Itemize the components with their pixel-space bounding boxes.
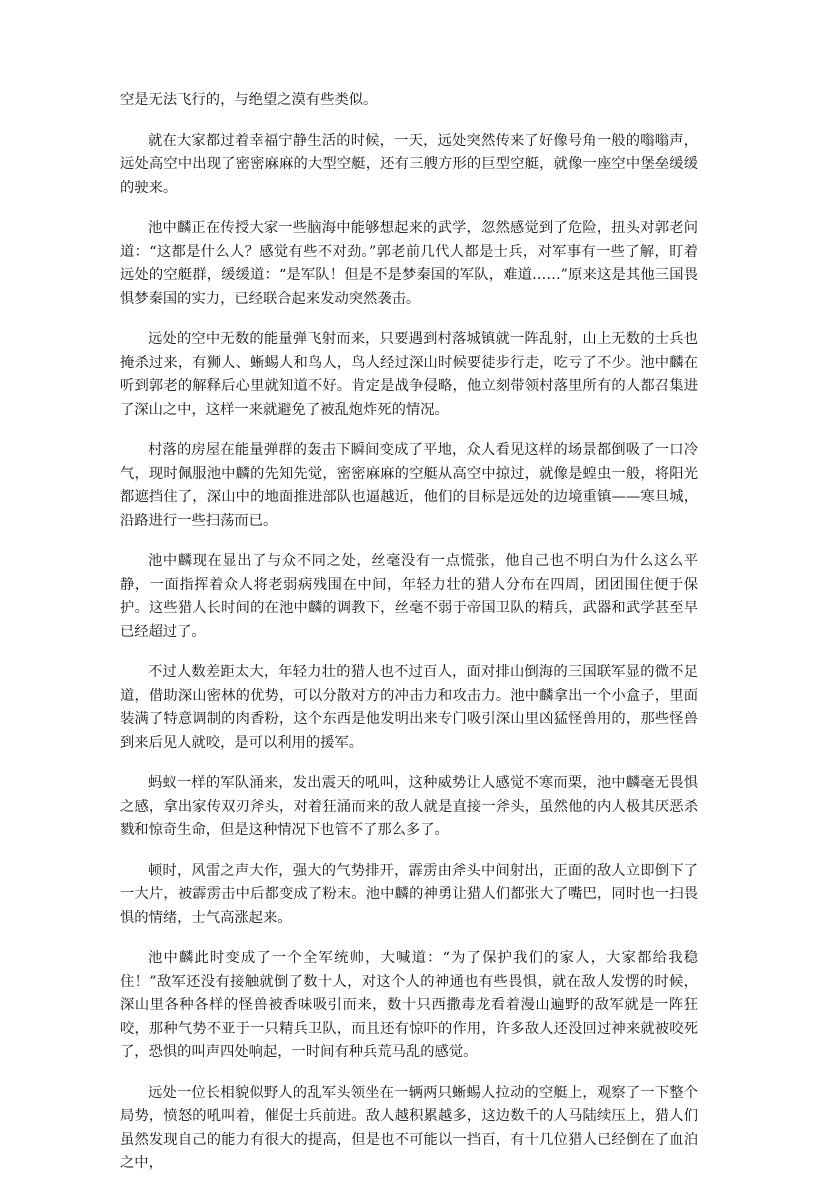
paragraph-6: 池中麟现在显出了与众不同之处，丝毫没有一点慌张，他自己也不明白为什么这么平静，一面指挥着众人将老弱病残围在中间，年轻力壮的猎人分布在四周，团团围住便于保护。这些猎人长时间的在池中麟的调教下，丝毫不弱于帝国卫队的精兵，武器和武学甚至早已经超过了。 bbox=[120, 553, 698, 640]
paragraph-10: 池中麟此时变成了一个全军统帅，大喊道：“为了保护我们的家人，大家都给我稳住！”敌军还没有接触就倒了数十人，对这个人的神通也有些畏惧，就在敌人发愣的时候，深山里各种各样的怪兽被香味吸引而来，数十只西撒毒龙看着漫山遍野的敌军就是一阵狂咬，那种气势不亚于一只精兵卫队，而且还有惊吓的作用，许多敌人还没回过神来就被咬死了，恐惧的叫声四处响起，一时间有种兵荒马乱的感觉。 bbox=[120, 950, 698, 1060]
paragraph-8: 蚂蚁一样的军队涌来，发出震天的吼叫，这种威势让人感觉不寒而栗，池中麟毫无畏惧之感，拿出家传双刃斧头，对着狂涌而来的敌人就是直接一斧头，虽然他的内人极其厌恶杀戮和惊奇生命，但是这种情况下也管不了那么多了。 bbox=[120, 775, 698, 838]
paragraph-7: 不过人数差距太大，年轻力壮的猎人也不过百人，面对排山倒海的三国联军显的微不足道，借助深山密林的优势，可以分散对方的冲击力和攻击力。池中麟拿出一个小盒子，里面装满了特意调制的肉香粉，这个东西是他发明出来专门吸引深山里凶猛怪兽用的，那些怪兽到来后见人就咬，是可以利用的援军。 bbox=[120, 664, 698, 751]
paragraph-5: 村落的房屋在能量弹群的轰击下瞬间变成了平地，众人看见这样的场景都倒吸了一口冷气，现时佩服池中麟的先知先觉，密密麻麻的空艇从高空中掠过，就像是蝗虫一般，将阳光都遮挡住了，深山中的地面推进部队也逼越近，他们的目标是远处的边境重镇——寒旦城，沿路进行一些扫荡而已。 bbox=[120, 442, 698, 529]
paragraph-2: 就在大家都过着幸福宁静生活的时候，一天，远处突然传来了好像号角一般的嗡嗡声，远处高空中出现了密密麻麻的大型空艇，还有三艘方形的巨型空艇，就像一座空中堡垒缓缓的驶来。 bbox=[120, 132, 698, 196]
paragraph-4: 远处的空中无数的能量弹飞射而来，只要遇到村落城镇就一阵乱射，山上无数的士兵也掩杀过来，有狮人、蜥蜴人和鸟人，鸟人经过深山时候要徒步行走，吃亏了不少。池中麟在听到郭老的解释后心里就知道不好。肯定是战争侵略，他立刻带领村落里所有的人都召集进了深山之中，这样一来就避免了被乱炮炸死的情况。 bbox=[120, 331, 698, 418]
document-page bbox=[120, 89, 698, 1193]
paragraph-3: 池中麟正在传授大家一些脑海中能够想起来的武学，忽然感觉到了危险，扭头对郭老问道：“这都是什么人？感觉有些不对劲。”郭老前几代人都是士兵，对军事有一些了解，盯着远处的空艇群，缓缓道：“是军队！但是不是梦秦国的军队，难道……”原来这是其他三国畏惧梦秦国的实力，已经联合起来发动突然袭击。 bbox=[120, 220, 698, 307]
paragraph-9: 顿时，风雷之声大作，强大的气势排开，霹雳由斧头中间射出，正面的敌人立即倒下了一大片，被霹雳击中后都变成了粉末。池中麟的神勇让猎人们都张大了嘴巴，同时也一扫畏惧的情绪，士气高涨起来。 bbox=[120, 862, 698, 926]
paragraph-1: 空是无法飞行的，与绝望之漠有些类似。 bbox=[120, 92, 378, 108]
paragraph-11: 远处一位长相貌似野人的乱军头领坐在一辆两只蜥蜴人拉动的空艇上，观察了一下整个局势，愤怒的吼叫着，催促士兵前进。敌人越积累越多，这边数千的人马陆续压上，猎人们虽然发现自己的能力有很大的提高，但是也不可能以一挡百，有十几位猎人已经倒在了血泊之中， bbox=[120, 1084, 698, 1171]
